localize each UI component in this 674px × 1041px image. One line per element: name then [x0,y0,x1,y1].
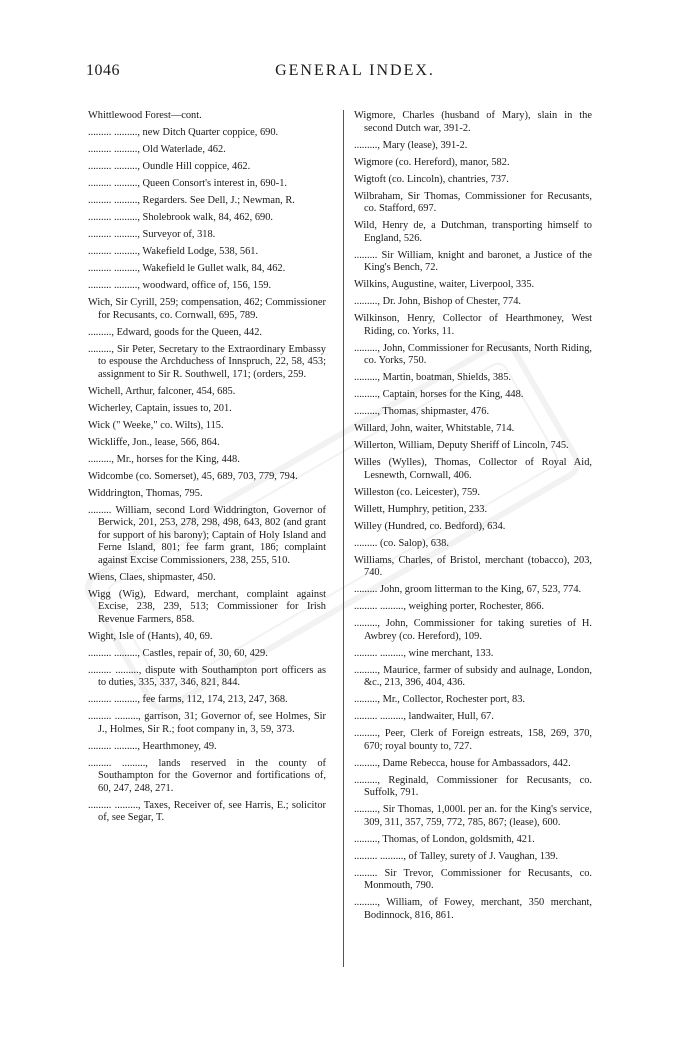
index-entry: ......... Sir William, knight and baronet, a Justice of the King's Bench, 72. [354,249,592,273]
index-entry: ......... William, second Lord Widdrington, Governor of Berwick, 201, 253, 278, 298, 498, 643, 802 (and grant for support of his barony); Captain of Holy Island and Ferne Island, 801; fee farm grant, 186; complaint against Excise Commissioners, 238, 255, 510. [88,504,326,566]
index-entry: ........., Mr., horses for the King, 448. [88,453,240,465]
index-entry: ........., Dame Rebecca, house for Ambassadors, 442. [354,757,571,769]
index-entry: ........., Peer, Clerk of Foreign estreats, 158, 269, 370, 670; royal bounty to, 727. [354,728,592,752]
index-entry: Wigmore (co. Hereford), manor, 582. [354,156,510,168]
page-number: 1046 [86,62,120,79]
left-index-column [88,110,326,829]
index-entry: ......... ........., garrison, 31; Governor of, see Holmes, Sir J., Holmes, Sir R.; foot company in, 3, 59, 373. [88,711,326,735]
index-entry: ........., John, Commissioner for taking sureties of H. Awbrey (co. Hereford), 109. [354,618,592,642]
index-entry: ........., Sir Peter, Secretary to the Extraordinary Embassy to espouse the Archduchess of Innspruch, 22, 58, 453; assignment to Sir R. Southwell, 171; (orders, 259. [88,343,326,380]
index-entry: ........., William, of Fowey, merchant, 350 merchant, Bodinnock, 816, 861. [354,897,592,921]
index-entry: ......... ........., Taxes, Receiver of, see Harris, E.; solicitor of, see Segar, T. [88,799,326,823]
index-entry: ........., Reginald, Commissioner for Recusants, co. Suffolk, 791. [354,774,592,798]
index-entry: Willeston (co. Leicester), 759. [354,486,480,498]
index-entry: Wigtoft (co. Lincoln), chantries, 737. [354,173,509,185]
index-entry: Wild, Henry de, a Dutchman, transporting himself to England, 526. [354,220,592,244]
index-entry: ......... ........., Queen Consort's interest in, 690-1. [88,178,287,189]
index-entry: Willerton, William, Deputy Sheriff of Lincoln, 745. [354,440,569,451]
index-entry: ........., Captain, horses for the King, 448. [354,389,524,400]
index-entry: Wichell, Arthur, falconer, 454, 685. [88,385,236,397]
index-entry: Wickliffe, Jon., lease, 566, 864. [88,436,220,448]
index-entry: ......... ........., Sholebrook walk, 84, 462, 690. [88,212,274,223]
index-entry: ......... John, groom litterman to the King, 67, 523, 774. [354,584,582,595]
index-entry: ......... ........., Old Waterlade, 462. [88,144,226,155]
index-entry: ......... ........., Wakefield le Gullet walk, 84, 462. [88,263,286,274]
index-entry: Wiens, Claes, shipmaster, 450. [88,571,216,583]
index-entry: ........., Maurice, farmer of subsidy and aulnage, London, &c., 213, 396, 404, 436. [354,664,592,688]
index-entry: Wigmore, Charles (husband of Mary), slain in the second Dutch war, 391-2. [354,110,592,134]
index-entry: ......... Sir Trevor, Commissioner for Recusants, co. Monmouth, 790. [354,867,592,891]
index-entry: Wich, Sir Cyrill, 259; compensation, 462; Commissioner for Recusants, co. Cornwall, 695, 789. [88,297,326,321]
index-entry: ......... ........., landwaiter, Hull, 67. [354,711,494,722]
index-entry: Willard, John, waiter, Whitstable, 714. [354,423,515,434]
index-entry: ......... ........., lands reserved in the county of Southampton for the Governor and fortifications of, 60, 247, 248, 271. [88,757,326,794]
index-entry: ........., Mr., Collector, Rochester port, 83. [354,694,526,705]
index-entry: ......... ........., woodward, office of, 156, 159. [88,280,272,291]
index-entry: Wilkins, Augustine, waiter, Liverpool, 335. [354,279,535,290]
index-entry: Willey (Hundred, co. Bedford), 634. [354,520,506,532]
right-index-column [354,110,592,927]
index-entry: Wicherley, Captain, issues to, 201. [88,402,232,414]
page-title: GENERAL INDEX. [275,62,435,79]
index-entry: ......... ........., Hearthmoney, 49. [88,740,217,752]
index-entry: Widcombe (co. Somerset), 45, 689, 703, 779, 794. [88,470,298,482]
index-entry: Wight, Isle of (Hants), 40, 69. [88,630,213,642]
index-entry: Wick (" Weeke," co. Wilts), 115. [88,419,224,431]
index-entry: Wilbraham, Sir Thomas, Commissioner for Recusants, co. Stafford, 697. [354,190,592,214]
index-entry: ......... ........., Wakefield Lodge, 538, 561. [88,246,259,257]
index-entry: Willes (Wylles), Thomas, Collector of Royal Aid, Lesnewth, Cornwall, 406. [354,457,592,481]
index-entry: ........., Dr. John, Bishop of Chester, 774. [354,296,521,307]
index-entry: ........., Thomas, of London, goldsmith, 421. [354,833,535,845]
index-entry: ........., Sir Thomas, 1,000l. per an. for the King's service, 309, 311, 357, 759, 772, 785, 867; (lease), 600. [354,804,592,828]
index-entry: Widdrington, Thomas, 795. [88,487,203,499]
index-entry: ......... ........., dispute with Southampton port officers as to duties, 335, 337, 346, 821, 844. [88,664,326,688]
index-entry: Wilkinson, Henry, Collector of Hearthmoney, West Riding, co. Yorks, 11. [354,313,592,337]
index-entry: ........., Edward, goods for the Queen, 442. [88,326,263,338]
index-entry: ......... ........., Oundle Hill coppice, 462. [88,161,251,172]
index-entry: Willett, Humphry, petition, 233. [354,503,488,515]
index-entry: ......... (co. Salop), 638. [354,537,449,549]
index-entry: ........., Martin, boatman, Shields, 385. [354,372,512,383]
index-entry: ......... ........., Regarders. See Dell, J.; Newman, R. [88,195,295,206]
column-divider [343,110,344,967]
index-entry: ......... ........., Surveyor of, 318. [88,229,216,240]
index-entry: ......... ........., fee farms, 112, 174, 213, 247, 368. [88,694,288,705]
index-entry: ......... ........., wine merchant, 133. [354,647,494,659]
index-entry: Whittlewood Forest—cont. [88,110,202,121]
index-entry: ......... ........., of Talley, surety of J. Vaughan, 139. [354,850,558,862]
index-entry: Wigg (Wig), Edward, merchant, complaint against Excise, 238, 239, 513; Commissioner for Irish Revenue Farmers, 858. [88,588,326,625]
index-entry: ........., Mary (lease), 391-2. [354,139,468,151]
index-entry: ........., John, Commissioner for Recusants, North Riding, co. Yorks, 750. [354,342,592,366]
index-entry: ......... ........., Castles, repair of, 30, 60, 429. [88,647,268,659]
index-entry: ......... ........., new Ditch Quarter coppice, 690. [88,127,279,138]
index-entry: ......... ........., weighing porter, Rochester, 866. [354,601,544,612]
index-entry: Williams, Charles, of Bristol, merchant (tobacco), 203, 740. [354,554,592,578]
index-entry: ........., Thomas, shipmaster, 476. [354,406,490,417]
